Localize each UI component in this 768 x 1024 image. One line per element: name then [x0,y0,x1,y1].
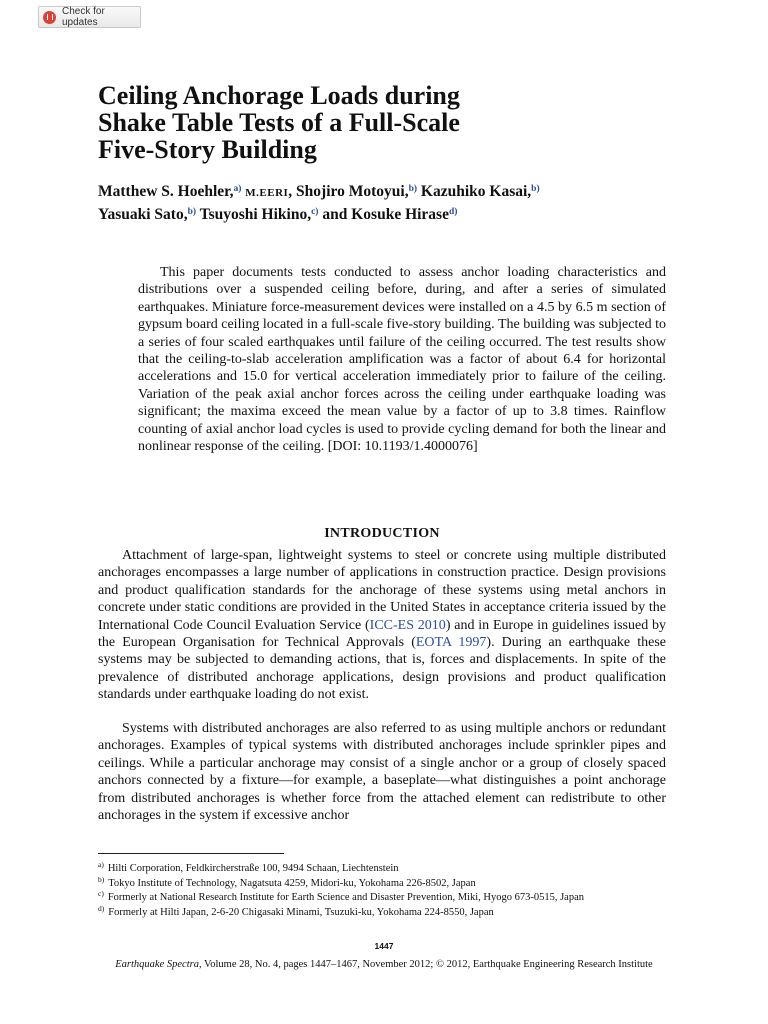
footnote-text: Hilti Corporation, Feldkircherstraße 100, 9494 Schaan, Liechtenstein [107,863,399,874]
check-for-updates-badge[interactable] [38,6,141,28]
section-heading: INTRODUCTION [324,526,440,541]
journal-name: Earthquake Spectra [115,959,199,970]
author-name: Tsuyoshi Hikino, [199,206,312,223]
title-line-2: Shake Table Tests of a Full-Scale [98,108,460,137]
body-paragraph-2: Systems with distributed anchorages are also referred to as using multiple anchors or redundant anchorages. Examples of typical systems with distributed anchorages include sprinkler pipes and ceilings. While a particular anchorage may consist of a single anchor or a group of closely spaced anchors connected by a fixture—for example, a baseplate—what distinguishes a point anchorage from distributed anchorages is whether force from the attached element can redistribute to other anchorages in the system if excessive anchor [98,721,666,824]
affiliation-mark[interactable]: b) [531,184,540,194]
page-number: 1447 [374,941,394,951]
badge-label: Check for updates [62,6,105,28]
footnote-mark: a) [98,860,104,869]
affiliation-mark[interactable]: d) [448,207,458,217]
author-name: Matthew S. Hoehler, [98,183,234,200]
title-line-3: Five-Story Building [98,135,317,164]
footnotes [98,862,678,920]
journal-citation [0,959,768,970]
footnote [98,874,678,892]
footnote-text: Formerly at Hilti Japan, 2-6-20 Chigasaki Minami, Tsuzuki-ku, Yokohama 224-8550, Japan [108,906,494,918]
author-name: Kazuhiko Kasai, [420,183,532,200]
abstract: This paper documents tests conducted to assess anchor loading characteristics and distributions over a suspended ceiling before, during, and after a series of simulated earthquakes. Miniature force-measurement devices were installed on a 4.5 by 6.5 m section of gypsum board ceiling located in a full-scale five-story building. The building was subjected to a series of four scaled earthquakes until failure of the ceiling occurred. The test results show that the ceiling-to-slab acceleration amplification was a factor of about 6.4 for horizontal accelerations and 15.0 for vertical acceleration immediately prior to failure of the ceiling. Variation of the peak axial anchor forces across the ceiling under earthquake loading was significant; the maxima exceed the mean value by a factor of up to 3.8 times. Rainflow counting of axial anchor load cycles is used to provide cycling demand for both the linear and nonlinear response of the ceiling. [DOI: 10.1193/1.4000076] [138,265,666,455]
paragraph-text: ). During an earthquake these systems may be subjected to demanding actions, that is, forces and displacements. In spite of the prevalence of distributed anchorage applications, design provisions and product qualification standards under earthquake loading do not exist. [98,635,666,703]
paragraph-text: ) and in Europe in guidelines issued by the European Organisation for Technical Approvals ( [98,617,666,651]
paper-title [98,82,658,163]
title-line-1: Ceiling Anchorage Loads during [98,81,460,110]
affiliation-mark[interactable]: a) [233,184,242,194]
footnote [98,891,678,906]
footnote-divider [98,853,284,854]
affiliation-mark[interactable]: b) [408,184,418,194]
affiliation-mark[interactable]: c) [311,207,319,217]
footnote-mark: c) [98,889,104,898]
crossmark-icon [43,11,56,24]
membership-label: M.EERI [245,187,289,199]
footnote-mark: b) [98,874,105,884]
author-name: Shojiro Motoyui, [296,183,409,200]
footnote-text: Formerly at National Research Institute for Earth Science and Disaster Prevention, Miki, Hyogo 673-0515, Japan [107,892,584,903]
footnote [98,903,678,921]
footnote-text: Tokyo Institute of Technology, Nagatsuta 4259, Midori-ku, Yokohama 226-8502, Japan [108,877,476,889]
journal-details: , Volume 28, No. 4, pages 1447–1467, November 2012; © 2012, Earthquake Engineering Research Institute [198,959,653,970]
author-conjunction: and [322,206,348,223]
author-name: Yasuaki Sato, [98,206,188,223]
citation-link[interactable]: EOTA 1997 [415,635,487,651]
footnote-mark: d) [98,903,105,913]
citation-link[interactable]: ICC-ES 2010 [369,617,446,633]
affiliation-mark[interactable]: b) [187,207,197,217]
footnote [98,862,678,877]
author-name: Kosuke Hirase [351,206,449,223]
author-list: Matthew S. Hoehler,$^{a)}$ M.EERI, Shojiro Motoyui,$^{b)}$ Kazuhiko Kasai,$^{b)}$ Yasuaki Sato,$^{b)}$ Tsuyoshi Hikino,$^{c)}$ and Kosuke Hirase$^{d)}$ [98,183,540,223]
paragraph-text: Attachment of large-span, lightweight systems to steel or concrete using multiple distributed anchorages encompasses a large number of applications in construction practice. Design provisions and product qualification standards for the anchorage of these systems using metal anchors in concrete under static conditions are provided in the United States in acceptance criteria issued by the International Code Council Evaluation Service ( [98,548,666,633]
body-paragraph-1 [98,547,666,704]
